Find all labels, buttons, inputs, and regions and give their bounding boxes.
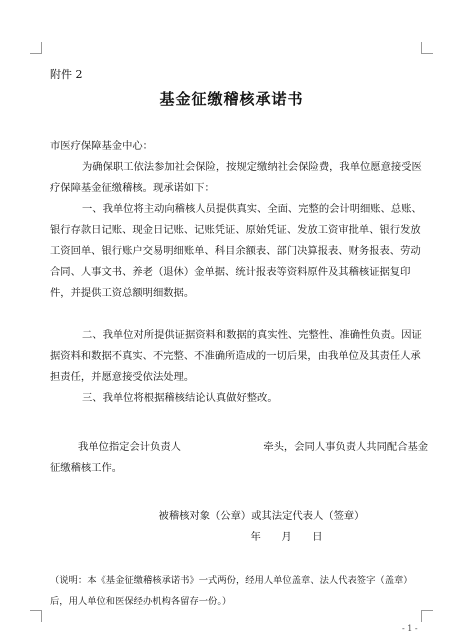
paragraph-designation: 我单位指定会计负责人 牵头，会同人事负责人共同配合基金征缴稽核工作。 [50,441,429,474]
date-line: 年 月 日 [250,531,323,543]
paragraph-commitment-1: 一、我单位将主动向稽核人员提供真实、全面、完整的会计明细账、总账、银行存款日记账、现金日记账、记账凭证、原始凭证、发放工资审批单、银行发放工资回单、银行账户交易明细账单、科目余额表、部门决算报表、财务报表、劳动合同、人事文书、养老（退休）金单据、统计报表等资料原件及其稽核证据复印件，并提供工资总额明细数据。 [50,203,422,299]
crop-mark-top-left [30,42,42,54]
paragraph-intro: 为确保职工依法参加社会保险，按规定缴纳社会保险费，我单位愿意接受医疗保障基金征缴稽核。现承诺如下： [50,161,422,194]
attachment-label: 附件 2 [50,68,83,81]
paragraph-commitment-2: 二、我单位对所提供证据资料和数据的真实性、完整性、准确性负责。因证据资料和数据不真实、不完整、不准确所造成的一切后果，由我单位及其责任人承担责任，并愿意接受依法处理。 [50,329,422,383]
explanatory-note: （说明：本《基金征缴稽核承诺书》一式两份，经用人单位盖章、法人代表签字（盖章）后，用人单位和医保经办机构各留存一份。） [50,575,413,607]
paragraph-commitment-3: 三、我单位将根据稽核结论认真做好整改。 [82,392,278,404]
page-number: - 1 - [402,624,418,633]
document-title: 基金征缴稽核承诺书 [159,90,304,108]
crop-mark-top-right [421,42,433,54]
crop-mark-bottom-left [30,610,42,622]
salutation: 市医疗保障基金中心： [50,140,153,152]
signature-line: 被稽核对象（公章）或其法定代表人（签章） [158,510,365,522]
